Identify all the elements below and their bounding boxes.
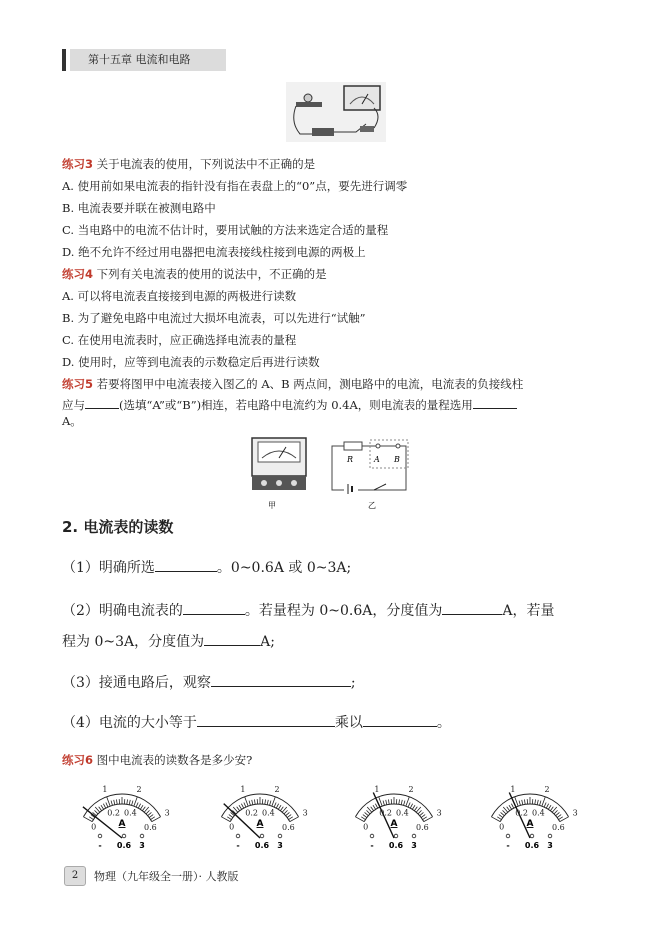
exercise-5-text-1: 若要将图甲中电流表接入图乙的 A、B 两点间，测电路中的电流，电流表的负接线柱: [96, 377, 524, 391]
circuit-photo: [286, 82, 386, 142]
dial-tick: [544, 803, 546, 808]
dial-tick: [404, 801, 405, 806]
answer-blank[interactable]: [204, 631, 260, 646]
dial-tick: [280, 807, 283, 811]
exercise-5-line-2: [62, 397, 517, 412]
step-3-text-b: ;: [350, 675, 356, 691]
dial-unit: A: [256, 819, 264, 829]
answer-blank[interactable]: [363, 712, 437, 727]
dial-tick: [509, 805, 512, 809]
dial-label-zero: 0: [91, 822, 97, 832]
dial-label-outer: 2: [274, 785, 280, 795]
dial-label-inner: 0.6: [416, 823, 429, 833]
answer-blank[interactable]: [183, 600, 245, 615]
exercise-4-option-a: A. 可以将电流表直接接到电源的两极进行读数: [62, 289, 297, 303]
dial-tick: [278, 805, 281, 809]
exercise-3-option-b: B. 电流表要并联在被测电路中: [62, 201, 216, 215]
exercise-3-option-a: A. 使用前如果电流表的指针没有指在表盘上的“0”点，要先进行调零: [62, 179, 408, 193]
answer-blank[interactable]: [211, 672, 351, 687]
dial-tick: [559, 817, 563, 820]
dial-label-inner: 0.4: [261, 808, 275, 818]
step-2-line-1: [62, 600, 555, 620]
terminal-label: 3: [411, 841, 417, 850]
terminal: [260, 834, 264, 838]
dial-tick: [420, 812, 424, 815]
dial-tick: [254, 799, 255, 804]
dial-label-outer: 1: [510, 785, 516, 795]
dial-tick: [151, 817, 155, 820]
page-number: 2: [64, 866, 86, 886]
dial-tick: [127, 799, 128, 804]
dial-tick: [270, 801, 271, 806]
dial-tick: [371, 807, 374, 811]
terminal-label: 3: [139, 841, 145, 850]
step-2-text-a: （2）明确电流表的: [62, 603, 183, 619]
dial-tick: [537, 800, 538, 805]
dial-tick: [410, 804, 412, 808]
exercise-4-option-c: C. 在使用电流表时，应正确选择电流表的量程: [62, 333, 297, 347]
dial-tick: [556, 812, 560, 815]
exercise-5-line-1: [62, 377, 523, 391]
dial-label-inner: 0.2: [245, 808, 259, 818]
ammeter-dial: [204, 772, 316, 852]
dial-tick: [497, 817, 501, 820]
dial-tick: [146, 810, 150, 814]
step-2-text-d: 程为 0~3A，分度值为: [62, 634, 205, 650]
dial-tick: [101, 805, 104, 809]
dial-tick: [557, 815, 561, 818]
dial-label-outer: 3: [302, 808, 308, 818]
dial-unit: A: [526, 819, 534, 829]
answer-blank[interactable]: [442, 600, 502, 615]
dial-label-outer: 3: [164, 808, 170, 818]
exercise-3-question: [62, 157, 315, 171]
dial-label-outer: 2: [136, 785, 142, 795]
terminal: [548, 834, 552, 838]
terminal-label: -: [370, 841, 374, 850]
dial-tick: [267, 800, 268, 805]
ammeter-dial: [66, 772, 178, 852]
dial-tick: [423, 817, 427, 820]
dial-tick: [99, 807, 102, 811]
dial-label-outer: 1: [102, 785, 108, 795]
dial-tick: [361, 817, 365, 820]
dial-tick: [522, 800, 523, 805]
exercise-4-tag: 练习4: [62, 267, 94, 281]
exercise-3-option-c: C. 当电路中的电流不估计时，要用试触的方法来选定合适的量程: [62, 223, 389, 237]
terminal-label: -: [236, 841, 240, 850]
ammeter-dial: [474, 772, 586, 852]
dial-tick: [274, 803, 276, 808]
dial-label-inner: 0.4: [531, 808, 545, 818]
point-a-label: A: [374, 455, 380, 464]
dial-label-inner: 0.2: [379, 808, 393, 818]
terminal-label: 0.6: [388, 841, 404, 850]
dial-tick: [383, 801, 384, 806]
dial-tick: [111, 801, 112, 806]
dial-tick: [138, 804, 140, 808]
footer-text: 物理（九年级全一册）· 人教版: [94, 870, 239, 883]
terminal: [98, 834, 102, 838]
step-2-line-2: [62, 631, 275, 651]
exercise-3-text: 关于电流表的使用，下列说法中不正确的是: [96, 157, 316, 171]
dial-label-zero: 0: [363, 822, 369, 832]
dial-tick: [414, 807, 417, 811]
dial-tick: [229, 815, 233, 818]
dial-tick: [501, 812, 505, 815]
dial-tick: [375, 804, 377, 808]
dial-tick: [535, 799, 536, 804]
dial-label-inner: 0.4: [395, 808, 409, 818]
dial-tick: [507, 807, 510, 811]
dial-label-zero: 0: [499, 822, 505, 832]
exercise-6-text: 图中电流表的读数各是多少安?: [96, 753, 253, 767]
exercise-5-tag: 练习5: [62, 377, 94, 391]
step-4-text-c: 。: [436, 715, 451, 731]
dial-tick: [142, 807, 145, 811]
dial-tick: [148, 812, 152, 815]
dial-label-outer: 1: [374, 785, 380, 795]
dial-tick: [103, 804, 105, 808]
dial-label-inner: 0.4: [123, 808, 137, 818]
dial-tick: [94, 810, 98, 814]
dial-tick: [284, 810, 288, 814]
exercise-4-option-d: D. 使用时，应等到电流表的示数稳定后再进行读数: [62, 355, 320, 369]
point-b-label: B: [394, 455, 400, 464]
dial-tick: [252, 800, 253, 805]
step-4-text-b: 乘以: [334, 715, 363, 731]
resistor-label: R: [347, 455, 354, 464]
dial-label-outer: 2: [544, 785, 550, 795]
dial-tick: [114, 800, 115, 805]
dial-unit: A: [118, 819, 126, 829]
exercise-5-line-3: A。: [62, 414, 82, 428]
dial-label-inner: 0.2: [515, 808, 529, 818]
dial-tick: [421, 815, 425, 818]
answer-blank[interactable]: [197, 712, 335, 727]
dial-tick: [548, 805, 551, 809]
dial-tick: [129, 800, 130, 805]
dial-tick: [241, 804, 243, 808]
terminal-label: 0.6: [116, 841, 132, 850]
dial-tick: [554, 810, 558, 814]
header-accent-bar: [62, 49, 66, 71]
dial-tick: [408, 803, 410, 808]
terminal: [530, 834, 534, 838]
dial-tick: [540, 801, 541, 806]
ammeter-dial: [338, 772, 450, 852]
terminal-label: -: [98, 841, 102, 850]
terminal-label: 3: [277, 841, 283, 850]
dial-label-inner: 0.2: [107, 808, 121, 818]
dial-tick: [546, 804, 548, 808]
dial-tick: [511, 804, 513, 808]
dial-tick: [287, 815, 291, 818]
ammeter-dials: [66, 772, 586, 852]
dial-tick: [239, 805, 242, 809]
dial-tick: [289, 817, 293, 820]
exercise-4-text: 下列有关电流表的使用的说法中，不正确的是: [96, 267, 327, 281]
terminal: [140, 834, 144, 838]
dial-tick: [502, 810, 506, 814]
dial-tick: [363, 815, 367, 818]
dial-label-zero: 0: [229, 822, 235, 832]
dial-tick: [227, 817, 231, 820]
answer-blank[interactable]: [85, 397, 119, 409]
figure-jia-label: 甲: [268, 501, 276, 510]
dial-tick: [244, 803, 246, 808]
exercise-4-option-b: B. 为了避免电路中电流过大损坏电流表，可以先进行“试触”: [62, 311, 366, 325]
dial-label-outer: 2: [408, 785, 414, 795]
terminal-label: 0.6: [254, 841, 270, 850]
exercise-5-text-2a: 应与: [62, 398, 85, 412]
step-4: [62, 712, 451, 732]
dial-label-outer: 3: [572, 808, 578, 818]
dial-tick: [366, 810, 370, 814]
exercise-6-tag: 练习6: [62, 753, 94, 767]
step-2-text-e: A;: [260, 634, 275, 650]
dial-label-outer: 1: [240, 785, 246, 795]
dial-tick: [373, 805, 376, 809]
dial-tick: [519, 801, 520, 806]
exercise-4-question: [62, 267, 327, 281]
dial-tick: [401, 800, 402, 805]
exercise-5-figures: [244, 432, 412, 512]
dial-tick: [365, 812, 369, 815]
dial-tick: [116, 799, 117, 804]
chapter-header: 第十五章 电流和电路: [70, 49, 226, 71]
step-2-text-c: A，若量: [502, 603, 555, 619]
exercise-3-option-d: D. 绝不允许不经过用电器把电流表接线柱接到电源的两极上: [62, 245, 366, 259]
dial-tick: [132, 801, 133, 806]
exercise-5-text-2b: (选填“A”或“B”)相连，若电路中电流约为 0.4A，则电流表的量程选用: [119, 398, 473, 412]
dial-tick: [524, 799, 525, 804]
dial-tick: [149, 815, 153, 818]
dial-tick: [249, 801, 250, 806]
dial-tick: [412, 805, 415, 809]
dial-tick: [550, 807, 553, 811]
terminal-label: -: [506, 841, 510, 850]
dial-tick: [106, 803, 108, 808]
terminal-label: 0.6: [524, 841, 540, 850]
terminal: [506, 834, 510, 838]
exercise-3-tag: 练习3: [62, 157, 94, 171]
step-3-text-a: （3）接通电路后，观察: [62, 675, 211, 691]
dial-tick: [418, 810, 422, 814]
dial-label-inner: 0.6: [144, 823, 157, 833]
dial-tick: [89, 817, 93, 820]
terminal: [412, 834, 416, 838]
terminal: [278, 834, 282, 838]
dial-tick: [388, 799, 389, 804]
answer-blank[interactable]: [155, 557, 217, 572]
dial-tick: [499, 815, 503, 818]
terminal: [370, 834, 374, 838]
step-1-text-a: （1）明确所选: [62, 560, 155, 576]
dial-tick: [399, 799, 400, 804]
dial-tick: [237, 807, 240, 811]
step-2-text-b: 。若量程为 0~0.6A，分度值为: [244, 603, 443, 619]
terminal-label: 3: [547, 841, 553, 850]
dial-tick: [386, 800, 387, 805]
dial-label-inner: 0.6: [282, 823, 295, 833]
dial-tick: [265, 799, 266, 804]
dial-tick: [286, 812, 290, 815]
answer-blank[interactable]: [473, 397, 517, 409]
exercise-6-question: [62, 753, 252, 767]
dial-tick: [276, 804, 278, 808]
terminal: [236, 834, 240, 838]
dial-tick: [140, 805, 143, 809]
section-2-title: 2. 电流表的读数: [62, 518, 174, 536]
dial-unit: A: [390, 819, 398, 829]
dial-tick: [136, 803, 138, 808]
step-4-text-a: （4）电流的大小等于: [62, 715, 197, 731]
dial-label-inner: 0.6: [552, 823, 565, 833]
step-1: [62, 557, 351, 577]
dial-label-outer: 3: [436, 808, 442, 818]
terminal: [122, 834, 126, 838]
step-3: [62, 672, 356, 692]
figure-yi-label: 乙: [368, 501, 376, 510]
terminal: [394, 834, 398, 838]
step-1-text-b: 。0~0.6A 或 0~3A;: [216, 560, 352, 576]
